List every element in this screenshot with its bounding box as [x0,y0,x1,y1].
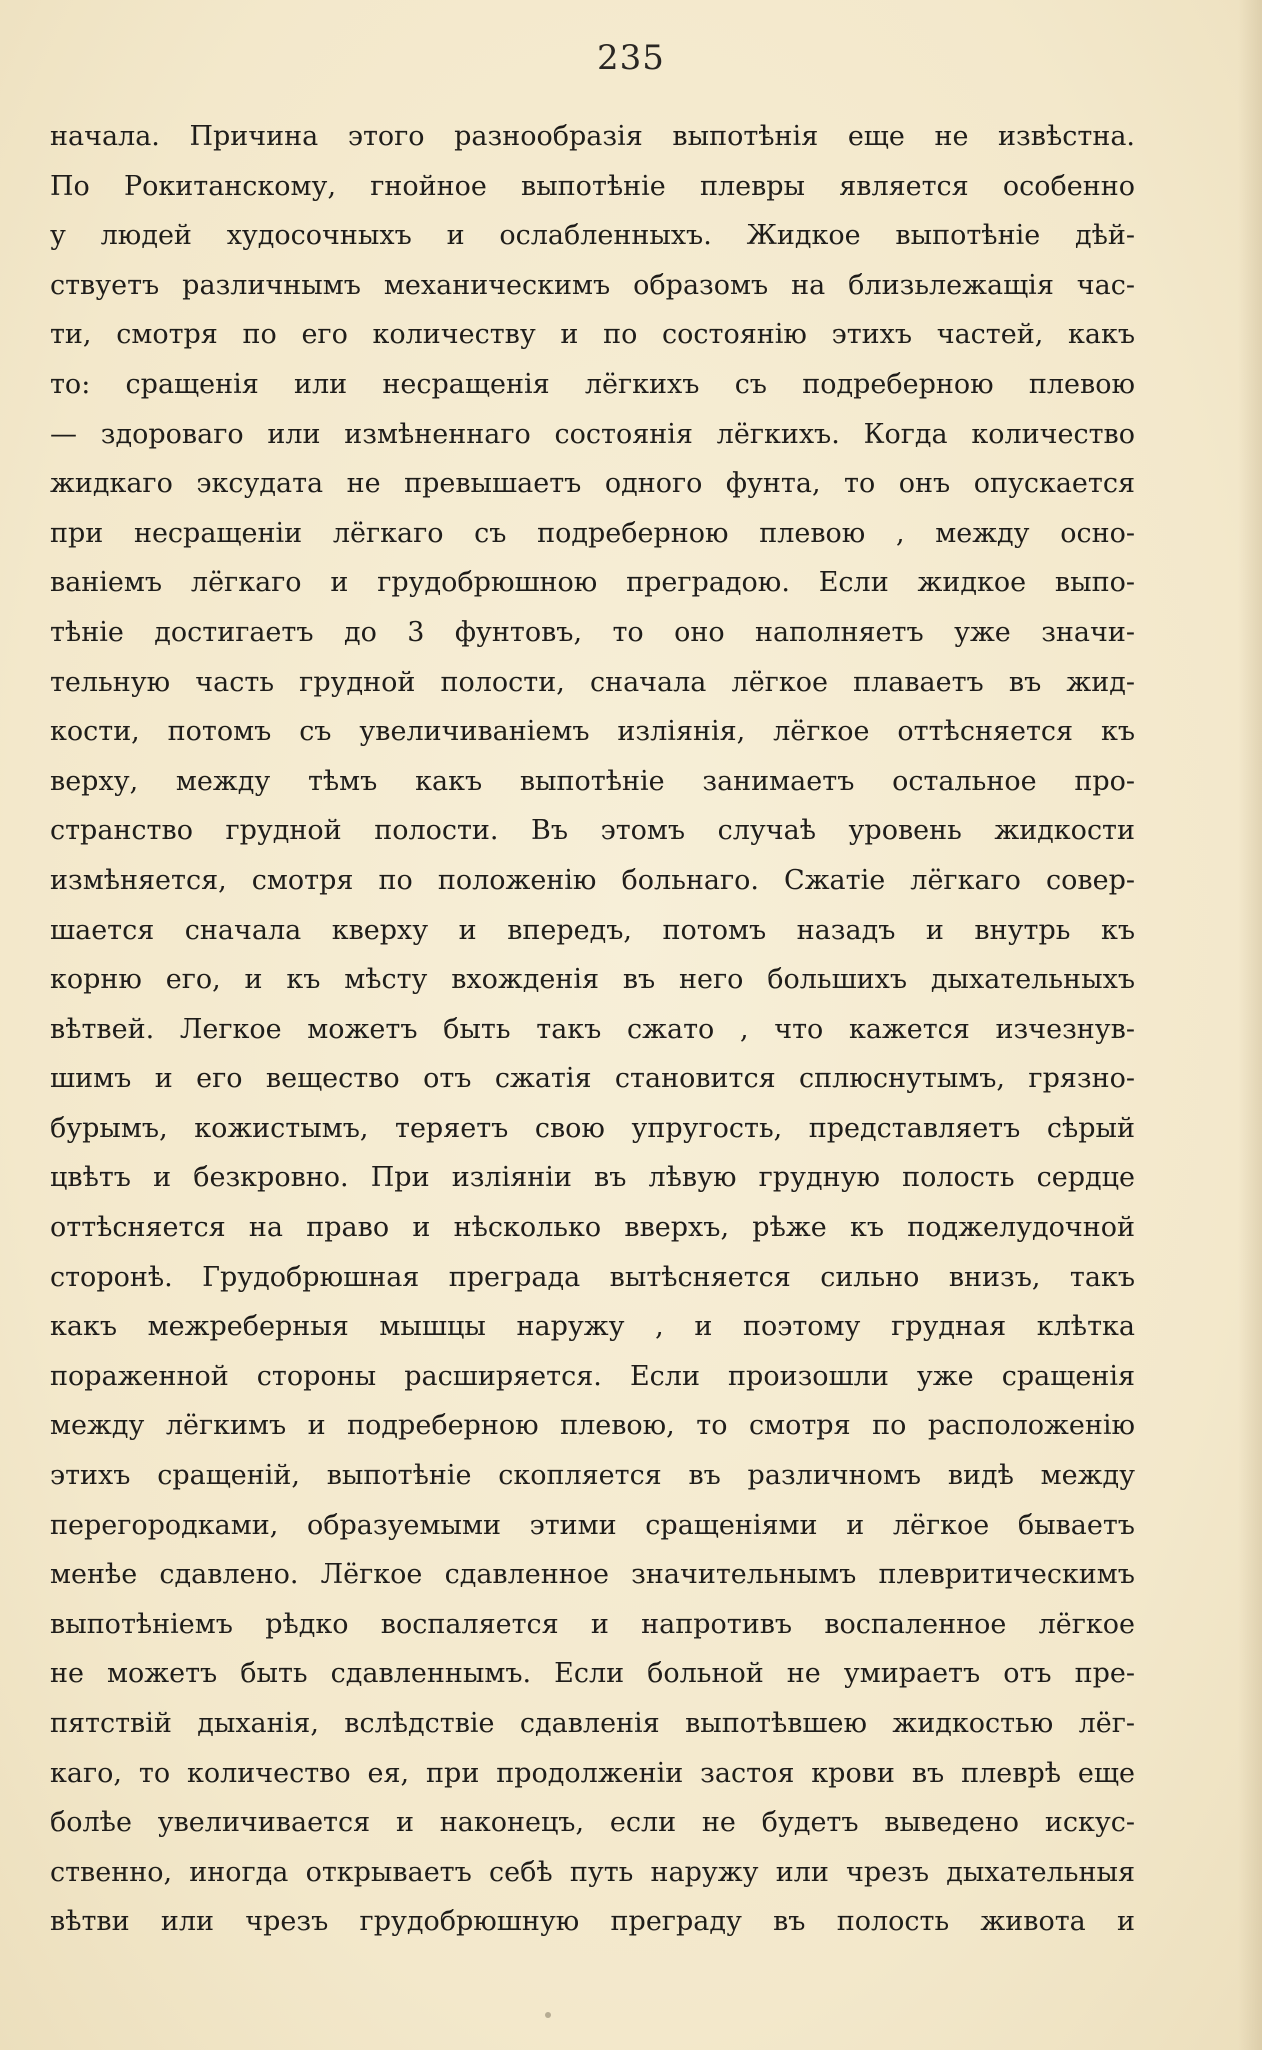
text-line: оттѣсняется на право и нѣсколько вверхъ, рѣже къ поджелудочной [50,1212,1135,1244]
text-line: тѣніе достигаетъ до 3 фунтовъ, то оно наполняетъ уже значи- [50,616,1135,648]
text-line: ствуетъ различнымъ механическимъ образомъ на близьлежащія час- [50,269,1135,301]
text-line: пораженной стороны расширяется. Если произошли уже сращенія [50,1360,1135,1392]
paper-speck [545,2012,551,2018]
text-line: жидкаго эксудата не превышаетъ одного фунта, то онъ опускается [50,468,1135,500]
text-line: кости, потомъ съ увеличиваніемъ изліянія, лёгкое оттѣсняется къ [50,716,1135,748]
page-number: 235 [597,38,665,78]
page-spine-shadow [1238,0,1262,2050]
text-line: По Рокитанскому, гнойное выпотѣніе плевры является особенно [50,170,1135,202]
text-line: менѣе сдавлено. Лёгкое сдавленное значительнымъ плевритическимъ [50,1559,1135,1591]
text-line: болѣе увеличивается и наконецъ, если не будетъ выведено искус- [50,1807,1135,1839]
text-line: — здороваго или измѣненнаго состоянія лёгкихъ. Когда количество [50,418,1135,450]
text-line: вѣтвей. Легкое можетъ быть такъ сжато , что кажется изчезнув- [50,1013,1135,1045]
text-line: начала. Причина этого разнообразія выпотѣнія еще не извѣстна. [50,121,1135,152]
text-line: этихъ сращеній, выпотѣніе скопляется въ различномъ видѣ между [50,1460,1135,1492]
text-line: бурымъ, кожистымъ, теряетъ свою упругость, представляетъ сѣрый [50,1112,1135,1144]
text-line: сторонѣ. Грудобрюшная преграда вытѣсняется сильно внизъ, такъ [50,1261,1135,1293]
text-line: корню его, и къ мѣсту вхожденія въ него большихъ дыхательныхъ [50,964,1135,996]
text-line: ваніемъ лёгкаго и грудобрюшною преградою. Если жидкое выпо- [50,567,1135,599]
text-line: шается сначала кверху и впередъ, потомъ назадъ и внутрь къ [50,914,1135,946]
text-line: выпотѣніемъ рѣдко воспаляется и напротивъ воспаленное лёгкое [50,1608,1135,1640]
text-line: шимъ и его вещество отъ сжатія становится сплюснутымъ, грязно- [50,1063,1135,1095]
text-line: странство грудной полости. Въ этомъ случаѣ уровень жидкости [50,815,1135,847]
text-line: между лёгкимъ и подреберною плевою, то смотря по расположенію [50,1410,1135,1442]
text-line: ственно, иногда открываетъ себѣ путь наружу или чрезъ дыхательныя [50,1856,1135,1888]
text-line: перегородками, образуемыми этими сращеніями и лёгкое бываетъ [50,1509,1135,1541]
text-line: при несращеніи лёгкаго съ подреберною плевою , между осно- [50,517,1135,549]
text-line: измѣняется, смотря по положенію больнаго. Сжатіе лёгкаго совер- [50,864,1135,896]
text-line: цвѣтъ и безкровно. При изліяніи въ лѣвую грудную полость сердце [50,1162,1135,1194]
text-line: верху, между тѣмъ какъ выпотѣніе занимаетъ остальное про- [50,765,1135,797]
text-line: каго, то количество ея, при продолженіи застоя крови въ плеврѣ еще [50,1757,1135,1789]
text-line: какъ межреберныя мышцы наружу , и поэтому грудная клѣтка [50,1311,1135,1343]
text-line: пятствій дыханія, вслѣдствіе сдавленія выпотѣвшею жидкостью лёг- [50,1708,1135,1739]
text-line: ти, смотря по его количеству и по состоянію этихъ частей, какъ [50,319,1135,351]
text-line: тельную часть грудной полости, сначала лёгкое плаваетъ въ жид- [50,666,1135,698]
text-line: не можетъ быть сдавленнымъ. Если больной не умираетъ отъ пре- [50,1658,1135,1690]
body-text [50,112,1135,1947]
text-line: у людей худосочныхъ и ослабленныхъ. Жидкое выпотѣніе дѣй- [50,220,1135,252]
text-line: то: сращенія или несращенія лёгкихъ съ подреберною плевою [50,368,1135,400]
text-line: вѣтви или чрезъ грудобрюшную преграду въ полость живота и [50,1906,1135,1938]
